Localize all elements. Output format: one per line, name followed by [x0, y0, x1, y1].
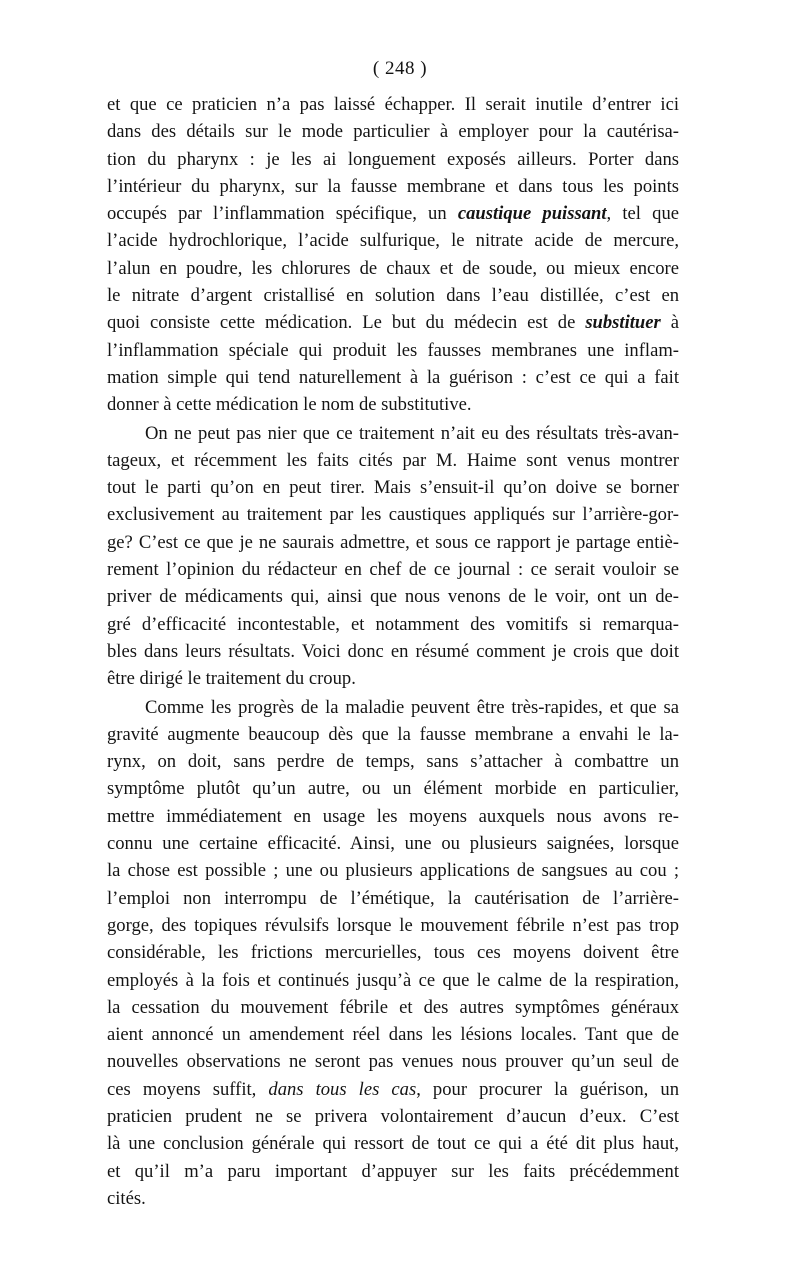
text-line [107, 1185, 679, 1212]
text-span: , pour procurer la guérison, un [416, 1078, 680, 1100]
text-span: l’acide hydrochlorique, l’acide sulfurique, le nitrate acide de mercure, [107, 230, 679, 252]
text-span: tion du pharynx : je les ai longuement exposés ailleurs. Porter dans [107, 148, 679, 170]
text-span: praticien prudent ne se privera volontairement d’aucun d’eux. C’est [107, 1105, 679, 1127]
text-span: mettre immédiatement en usage les moyens auxquels nous avons re- [107, 805, 679, 827]
text-line [107, 337, 679, 364]
text-span: priver de médicaments qui, ainsi que nous venons de le voir, ont un de- [107, 586, 679, 608]
body-text [107, 91, 679, 1212]
page-number: ( 248 ) [372, 58, 428, 79]
emphasis-dans-tous-les-cas: dans tous les cas [268, 1078, 417, 1100]
text-span: , tel que [606, 203, 679, 225]
emphasis-caustique-puissant: caustique puissant [457, 203, 607, 225]
text-span: connu une certaine efficacité. Ainsi, une ou plusieurs saignées, lorsque [107, 833, 679, 855]
text-span: exclusivement au traitement par les caustiques appliqués sur l’arrière-gor- [107, 504, 679, 526]
text-span: ge? C’est ce que je ne saurais admettre, et sous ce rapport je partage entiè- [107, 531, 679, 553]
text-span: la chose est possible ; une ou plusieurs applications de sangsues au cou ; [107, 860, 679, 882]
text-line [107, 255, 679, 282]
text-line [107, 118, 679, 145]
text-span: bles dans leurs résultats. Voici donc en résumé comment je crois que doit [107, 640, 679, 662]
text-span: l’alun en poudre, les chlorures de chaux et de soude, ou mieux encore [107, 257, 679, 279]
text-span: mation simple qui tend naturellement à la guérison : c’est ce qui a fait [107, 366, 679, 388]
text-span: la cessation du mouvement fébrile et des autres symptômes généraux [107, 996, 679, 1018]
text-span: là une conclusion générale qui ressort de tout ce qui a été dit plus haut, [107, 1133, 679, 1155]
text-span: être dirigé le traitement du croup. [107, 668, 356, 690]
text-span: et qu’il m’a paru important d’appuyer sur les faits précédemment [107, 1160, 679, 1182]
text-line [107, 638, 679, 665]
text-span: rynx, on doit, sans perdre de temps, sans s’attacher à combattre un [107, 751, 679, 773]
text-span: rement l’opinion du rédacteur en chef de ce journal : ce serait vouloir se [107, 559, 679, 581]
text-line [107, 364, 679, 391]
text-span: tageux, et récemment les faits cités par M. Haime sont venus montrer [107, 449, 679, 471]
text-span: et que ce praticien n’a pas laissé échapper. Il serait inutile d’entrer ici [107, 94, 679, 115]
text-line [107, 694, 679, 721]
text-line [107, 994, 679, 1021]
text-span: à [660, 312, 679, 334]
text-span: dans des détails sur le mode particulier à employer pour la cautérisa- [107, 121, 679, 143]
text-span: tout le parti qu’on en peut tirer. Mais s’ensuit-il qu’on doive se borner [107, 477, 679, 499]
text-line [107, 775, 679, 802]
text-span: l’emploi non interrompu de l’émétique, la cautérisation de l’arrière- [107, 887, 679, 909]
text-line [107, 309, 679, 336]
text-span: employés à la fois et continués jusqu’à ce que le calme de la respiration, [107, 969, 679, 991]
text-line [107, 665, 679, 692]
text-span: gorge, des topiques révulsifs lorsque le mouvement fébrile n’est pas trop [107, 914, 679, 936]
text-span: donner à cette médication le nom de substitutive. [107, 394, 472, 416]
text-line [107, 447, 679, 474]
text-line [107, 391, 679, 418]
text-line [107, 556, 679, 583]
text-line [107, 282, 679, 309]
text-span: le nitrate d’argent cristallisé en solution dans l’eau distillée, c’est en [107, 285, 679, 307]
text-span: l’inflammation spéciale qui produit les fausses membranes une inflam- [107, 339, 679, 361]
text-line [107, 173, 679, 200]
text-line [107, 912, 679, 939]
text-line [107, 1103, 679, 1130]
text-line [107, 227, 679, 254]
text-line [107, 529, 679, 556]
text-line [107, 748, 679, 775]
text-line [107, 857, 679, 884]
text-span: quoi consiste cette médication. Le but du médecin est de [107, 312, 586, 334]
text-span: occupés par l’inflammation spécifique, un [107, 203, 458, 225]
text-line [107, 200, 679, 227]
text-line [107, 91, 679, 118]
text-span: symptôme plutôt qu’un autre, ou un élément morbide en particulier, [107, 778, 679, 800]
text-line [107, 1158, 679, 1185]
text-span: On ne peut pas nier que ce traitement n’ait eu des résultats très-avan- [145, 422, 679, 444]
text-line [107, 1076, 679, 1103]
text-line [107, 420, 679, 447]
text-span: gré d’efficacité incontestable, et notamment des vomitifs si remarqua- [107, 613, 679, 635]
text-line [107, 967, 679, 994]
text-span: ces moyens suffit, [107, 1078, 269, 1100]
text-line [107, 830, 679, 857]
text-span: considérable, les frictions mercurielles, tous ces moyens doivent être [107, 942, 679, 964]
text-span: aient annoncé un amendement réel dans les lésions locales. Tant que de [107, 1024, 679, 1046]
text-line [107, 146, 679, 173]
text-span: l’intérieur du pharynx, sur la fausse membrane et dans tous les points [107, 175, 679, 197]
text-line [107, 611, 679, 638]
text-line [107, 939, 679, 966]
text-span: Comme les progrès de la maladie peuvent être très-rapides, et que sa [145, 696, 679, 718]
text-span: gravité augmente beaucoup dès que la fausse membrane a envahi le la- [107, 723, 679, 745]
text-line [107, 721, 679, 748]
text-line [107, 1021, 679, 1048]
text-span: nouvelles observations ne seront pas venues nous prouver qu’un seul de [107, 1051, 679, 1073]
text-line [107, 501, 679, 528]
emphasis-substituer: substituer [585, 312, 661, 334]
text-span: cités. [107, 1187, 146, 1209]
text-line [107, 1048, 679, 1075]
text-line [107, 583, 679, 610]
text-line [107, 803, 679, 830]
text-line [107, 474, 679, 501]
text-line [107, 1130, 679, 1157]
text-line [107, 885, 679, 912]
